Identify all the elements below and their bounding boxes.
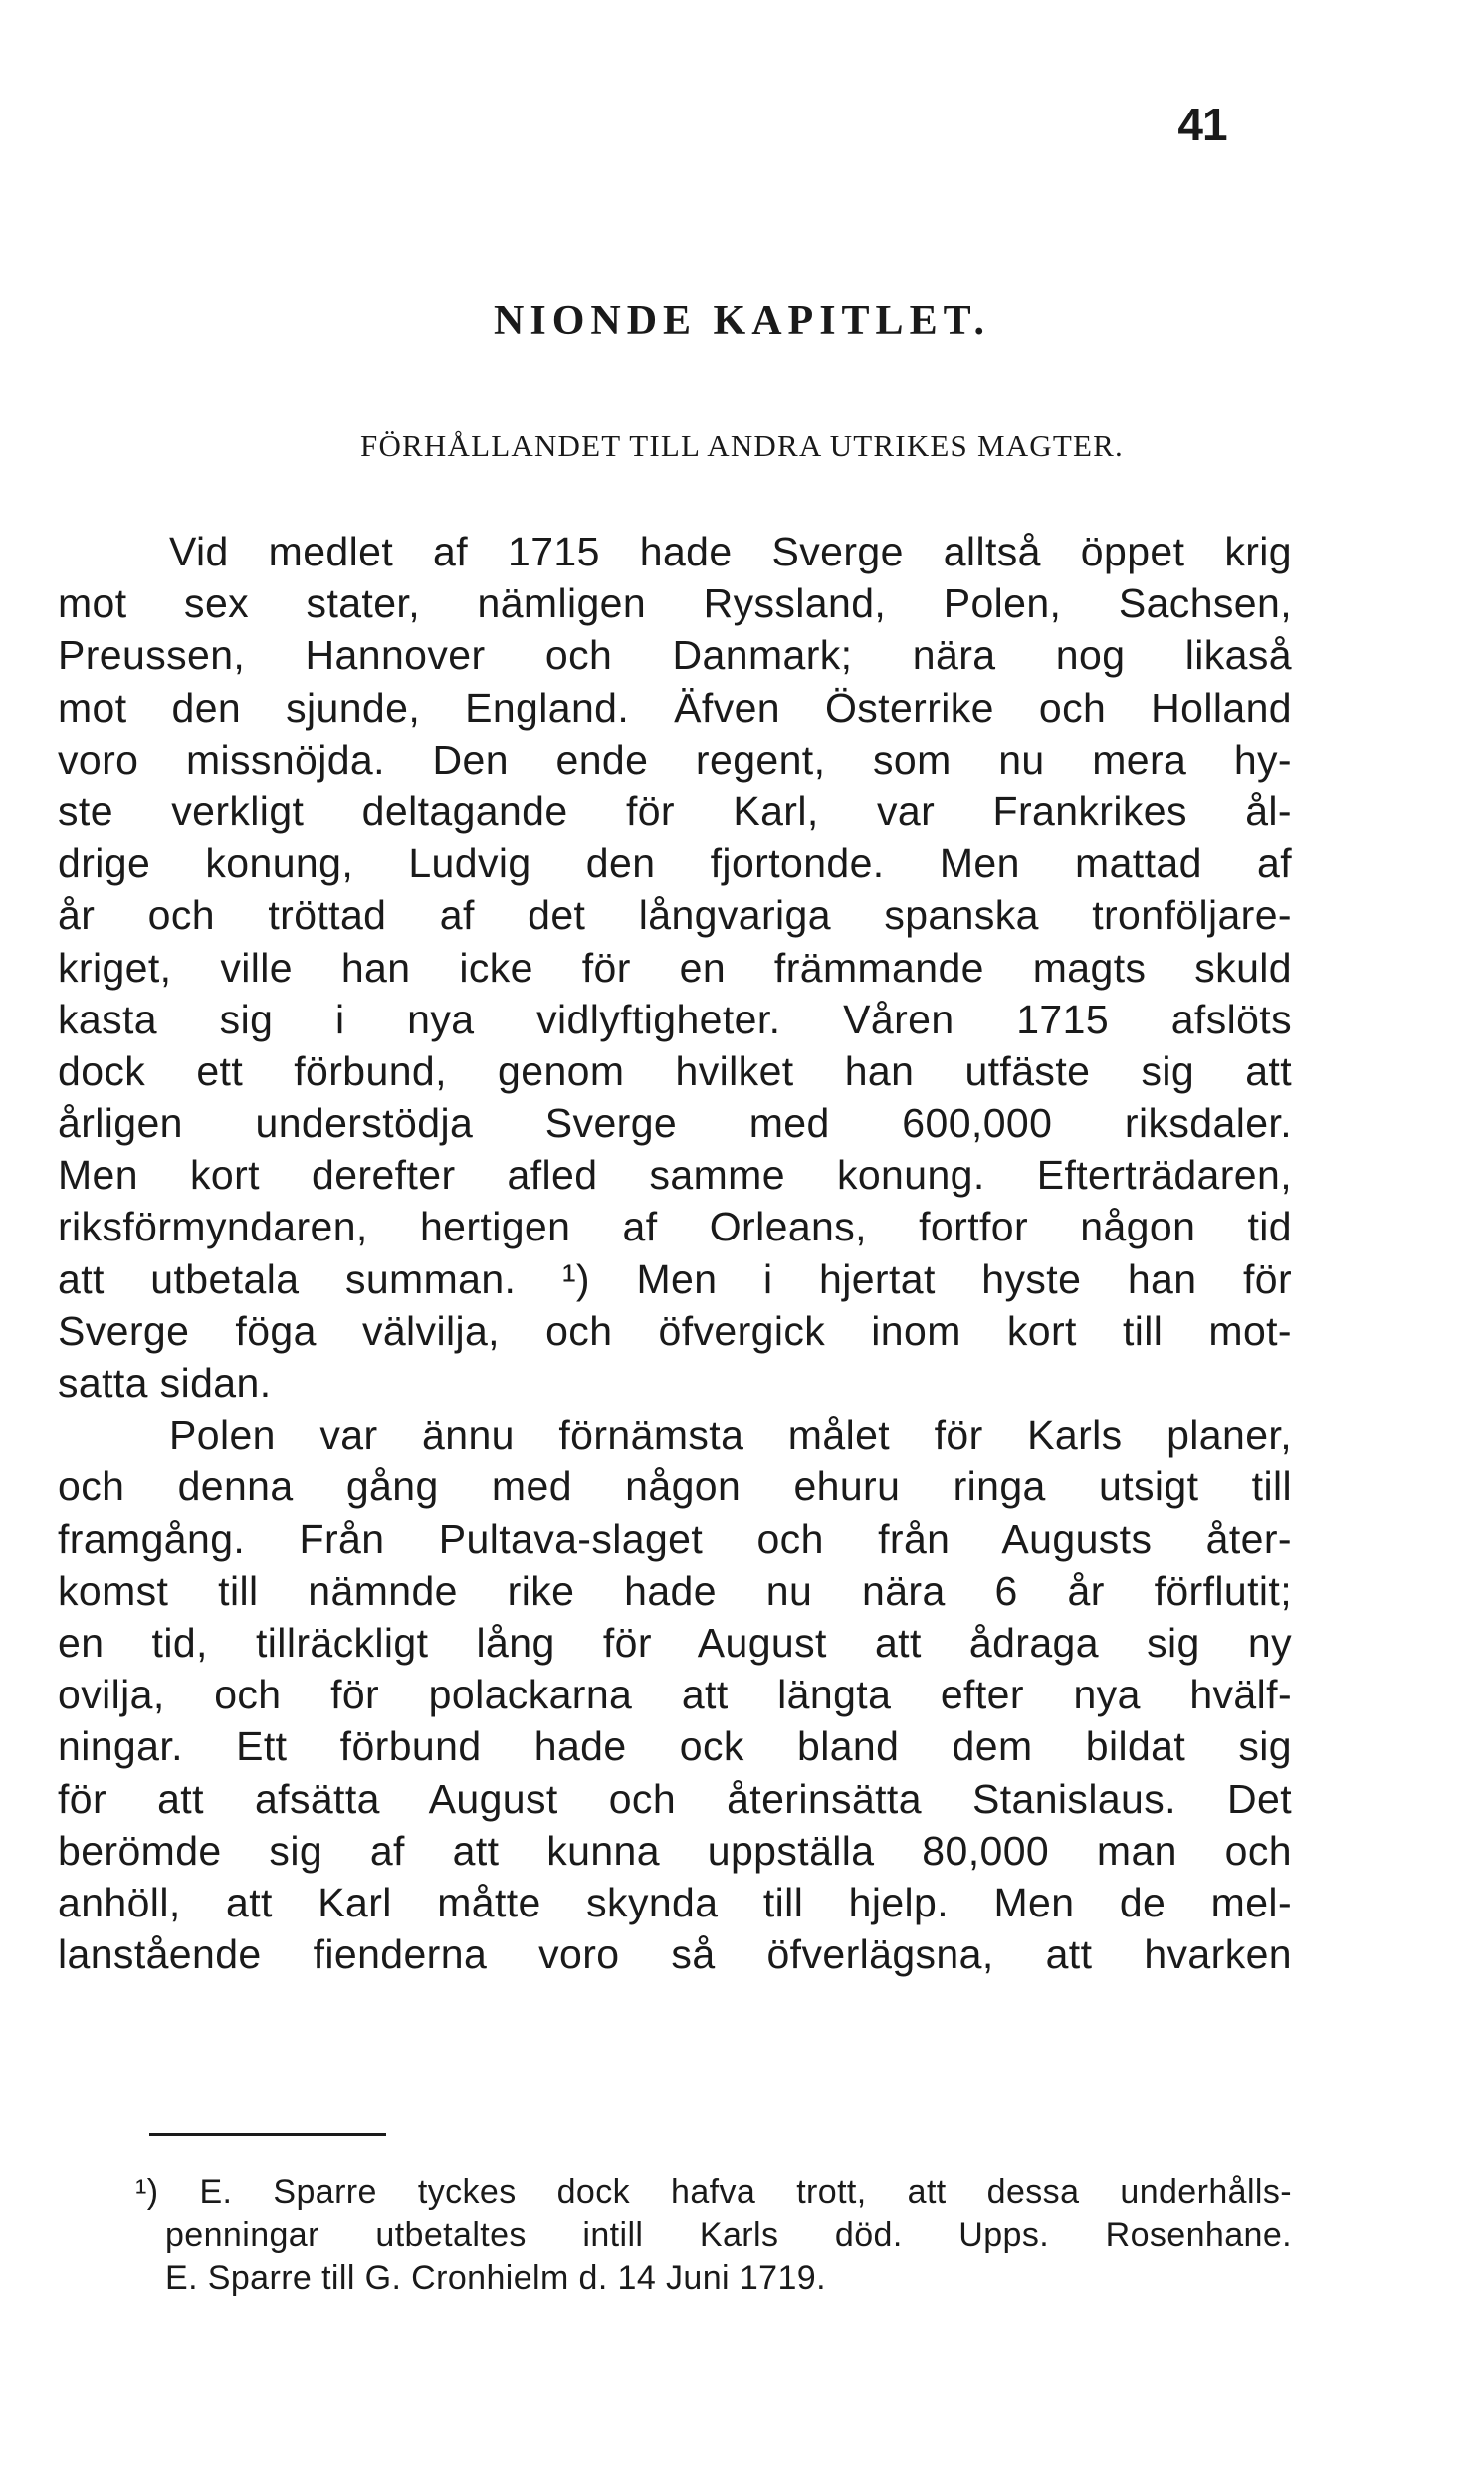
- chapter-subtitle: FÖRHÅLLANDET TILL ANDRA UTRIKES MAGTER.: [360, 428, 1124, 463]
- footnote-line: penningar utbetaltes intill Karls död. Upps. Rosenhane.: [165, 2216, 1292, 2254]
- footnote: [135, 2171, 1292, 2300]
- text-line: årligen understödja Sverge med 600,000 riksdaler.: [58, 1100, 1292, 1147]
- footnote-divider: [149, 2133, 386, 2136]
- text-line: Vid medlet af 1715 hade Sverge alltså öppet krig: [169, 529, 1292, 574]
- text-line: ningar. Ett förbund hade ock bland dem bildat sig: [58, 1723, 1292, 1770]
- footnote-line: ¹) E. Sparre tyckes dock hafva trott, att dessa underhålls-: [135, 2173, 1292, 2211]
- text-line: en tid, tillräckligt lång för August att ådraga sig ny: [58, 1619, 1292, 1666]
- text-line: att utbetala summan. ¹) Men i hjertat hyste han för: [58, 1255, 1292, 1302]
- text-line: lanstående fienderna voro så öfverlägsna, att hvarken: [58, 1931, 1292, 1978]
- text-line: mot sex stater, nämligen Ryssland, Polen, Sachsen,: [58, 580, 1292, 627]
- text-line: Men kort derefter afled samme konung. Efterträdaren,: [58, 1152, 1292, 1199]
- text-line: drige konung, Ludvig den fjortonde. Men mattad af: [58, 840, 1292, 887]
- text-line: kriget, ville han icke för en främmande magts skuld: [58, 944, 1292, 991]
- page-number: 41: [1177, 99, 1227, 150]
- text-line: kasta sig i nya vidlyftigheter. Våren 1715 afslöts: [58, 996, 1292, 1042]
- text-line: ovilja, och för polackarna att längta efter nya hvälf-: [58, 1672, 1292, 1718]
- text-line: dock ett förbund, genom hvilket han utfäste sig att: [58, 1047, 1292, 1094]
- text-line: Sverge föga välvilja, och öfvergick inom kort till mot-: [58, 1307, 1292, 1354]
- text-line: komst till nämnde rike hade nu nära 6 år förflutit;: [58, 1567, 1292, 1614]
- text-line: anhöll, att Karl måtte skynda till hjelp. Men de mel-: [58, 1879, 1292, 1925]
- footnote-line: E. Sparre till G. Cronhielm d. 14 Juni 1719.: [165, 2259, 826, 2297]
- text-line: satta sidan.: [58, 1360, 272, 1406]
- body-text: [58, 526, 1292, 1980]
- text-line: år och tröttad af det långvariga spanska tronföljare-: [58, 892, 1292, 939]
- text-line: Polen var ännu förnämsta målet för Karls planer,: [169, 1412, 1292, 1459]
- chapter-title: NIONDE KAPITLET.: [494, 298, 990, 343]
- text-line: berömde sig af att kunna uppställa 80,000 man och: [58, 1827, 1292, 1874]
- text-line: Preussen, Hannover och Danmark; nära nog likaså: [58, 632, 1292, 679]
- text-line: mot den sjunde, England. Äfven Österrike och Holland: [58, 684, 1292, 731]
- text-line: riksförmyndaren, hertigen af Orleans, fortfor någon tid: [58, 1204, 1292, 1250]
- text-line: framgång. Från Pultava-slaget och från Augusts åter-: [58, 1515, 1292, 1562]
- text-line: och denna gång med någon ehuru ringa utsigt till: [58, 1464, 1292, 1510]
- text-line: voro missnöjda. Den ende regent, som nu mera hy-: [58, 736, 1292, 783]
- text-line: ste verkligt deltagande för Karl, var Frankrikes ål-: [58, 788, 1292, 834]
- text-line: för att afsätta August och återinsätta Stanislaus. Det: [58, 1775, 1292, 1822]
